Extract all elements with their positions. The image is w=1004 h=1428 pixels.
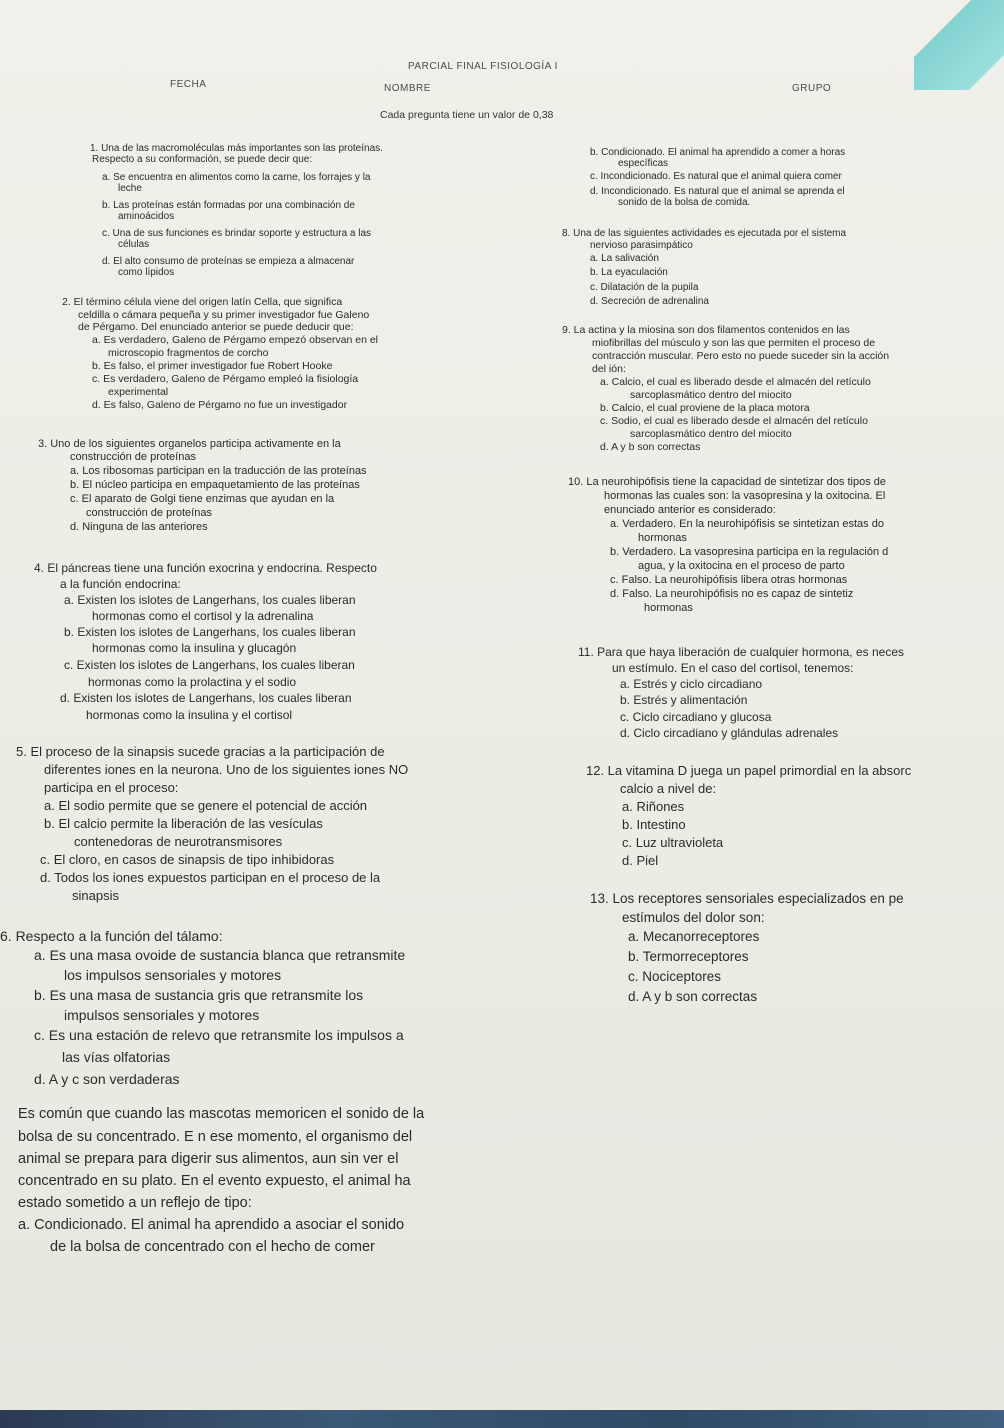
exam-text-line: a. Estrés y ciclo circadiano [620,677,763,691]
exam-text-line: c. Incondicionado. Es natural que el animal quiera comer [590,171,842,182]
exam-text-line: enunciado anterior es considerado: [604,504,776,516]
tape-corner [914,0,1004,90]
exam-text-line: las vías olfatorias [62,1049,171,1065]
exam-text-line: b. Intestino [622,817,686,832]
exam-text-line: hormonas las cuales son: la vasopresina y la oxitocina. El [604,490,886,502]
exam-text-line: c. Falso. La neurohipófisis libera otras hormonas [610,574,848,586]
exam-text-line: a. Los ribosomas participan en la traducción de las proteínas [70,465,367,477]
exam-text-line: 6. Respecto a la función del tálamo: [0,928,223,944]
exam-text-line: c. Una de sus funciones es brindar soporte y estructura a las [102,228,372,239]
exam-text-line: 11. Para que haya liberación de cualquier hormona, es neces [578,645,904,659]
exam-text-line: 12. La vitamina D juega un papel primordial en la absorc [586,763,912,778]
exam-text-line: 8. Una de las siguientes actividades es ejecutada por el sistema [562,228,847,239]
exam-text-line: b. Verdadero. La vasopresina participa en la regulación d [610,546,889,558]
exam-text-line: d. Incondicionado. Es natural que el animal se aprenda el [590,186,845,197]
exam-text-line: c. Ciclo circadiano y glucosa [620,710,772,724]
exam-text-line: 2. El término célula viene del origen latín Cella, que significa [62,296,343,308]
exam-text-line: específicas [618,158,669,169]
exam-text-line: a. Riñones [622,799,685,814]
exam-text-line: Respecto a su conformación, se puede decir que: [92,154,313,165]
exam-text-line: c. Es verdadero, Galeno de Pérgamo empleó la fisiología [92,373,359,385]
exam-text-line: d. A y b son correctas [600,441,701,453]
exam-text-line: hormonas como la prolactina y el sodio [88,675,297,689]
exam-text-line: d. A y b son correctas [628,989,758,1004]
exam-text-line: c. Es una estación de relevo que retransmite los impulsos a [34,1027,404,1043]
exam-text-line: a. La salivación [590,253,659,264]
exam-text-line: diferentes iones en la neurona. Uno de los siguientes iones NO [44,762,409,777]
exam-text-line: hormonas como la insulina y el cortisol [86,708,293,722]
exam-text-line: animal se prepara para digerir sus alimentos, aun sin ver el [18,1151,399,1167]
exam-text-line: estímulos del dolor son: [622,910,765,925]
exam-text-line: experimental [108,386,169,398]
exam-text-line: b. El calcio permite la liberación de las vesículas [44,816,323,831]
exam-text-line: a. Es una masa ovoide de sustancia blanca que retransmite [34,947,406,963]
exam-text-line: de Pérgamo. Del enunciado anterior se puede deducir que: [78,321,354,333]
exam-text-line: un estímulo. En el caso del cortisol, tenemos: [612,661,854,675]
exam-text-line: 1. Una de las macromoléculas más importantes son las proteínas. [90,143,383,154]
exam-title: PARCIAL FINAL FISIOLOGÍA I [408,61,558,72]
exam-text-line: a la función endocrina: [60,577,181,591]
exam-text-line: impulsos sensoriales y motores [64,1007,260,1023]
exam-text-line: del ión: [592,363,626,375]
exam-text-line: Es común que cuando las mascotas memoricen el sonido de la [18,1106,425,1122]
exam-text-line: d. Es falso, Galeno de Pérgamo no fue un investigador [92,399,348,411]
exam-text-line: a. Es verdadero, Galeno de Pérgamo empezó observan en el [92,334,379,346]
exam-instructions: Cada pregunta tiene un valor de 0,38 [380,109,554,121]
exam-text-line: b. Es una masa de sustancia gris que retransmite los [34,987,364,1003]
exam-text-line: 4. El páncreas tiene una función exocrina y endocrina. Respecto [34,561,377,575]
exam-text-line: d. Falso. La neurohipófisis no es capaz de sintetiz [610,588,854,600]
exam-text-line: bolsa de su concentrado. E n ese momento, el organismo del [18,1129,413,1145]
exam-text-line: b. La eyaculación [590,267,668,278]
exam-text-line: a. Calcio, el cual es liberado desde el almacén del retículo [600,376,871,388]
exam-text-line: 10. La neurohipófisis tiene la capacidad de sintetizar dos tipos de [568,476,886,488]
exam-text-line: b. Calcio, el cual proviene de la placa motora [600,402,810,414]
exam-text-line: a. El sodio permite que se genere el potencial de acción [44,798,368,813]
exam-text-line: sinapsis [72,888,119,903]
exam-text-line: sonido de la bolsa de comida. [618,197,751,208]
exam-text-line: c. El cloro, en casos de sinapsis de tipo inhibidoras [40,852,335,867]
exam-text-line: contenedoras de neurotransmisores [74,834,283,849]
exam-text-line: c. Existen los islotes de Langerhans, los cuales liberan [64,658,355,672]
exam-text-line: como lípidos [118,267,175,278]
exam-text-line: b. Existen los islotes de Langerhans, los cuales liberan [64,625,356,639]
exam-text-line: b. Las proteínas están formadas por una combinación de [102,200,355,211]
exam-text-line: d. A y c son verdaderas [34,1071,180,1087]
exam-text-line: b. Termorreceptores [628,949,749,964]
exam-text-line: c. Dilatación de la pupila [590,282,699,293]
exam-text-line: los impulsos sensoriales y motores [64,967,282,983]
exam-text-line: b. El núcleo participa en empaquetamiento de las proteínas [70,479,360,491]
exam-text-line: aminoácidos [118,211,175,222]
exam-text-line: células [118,239,150,250]
exam-text-line: c. El aparato de Golgi tiene enzimas que ayudan en la [70,493,335,505]
exam-text-line: 9. La actina y la miosina son dos filamentos contenidos en las [562,324,850,336]
background-strip [0,1410,1004,1428]
date-label: FECHA [170,79,207,90]
exam-text-line: hormonas como el cortisol y la adrenalina [92,609,314,623]
exam-text-line: agua, y la oxitocina en el proceso de parto [638,560,845,572]
exam-text-line: d. El alto consumo de proteínas se empieza a almacenar [102,256,355,267]
exam-text-line: b. Es falso, el primer investigador fue Robert Hooke [92,360,333,372]
exam-text-line: hormonas [644,602,693,614]
exam-text-line: miofibrillas del músculo y son las que permiten el proceso de [592,337,876,349]
exam-text-line: 3. Uno de los siguientes organelos participa activamente en la [38,438,341,450]
exam-text-line: d. Existen los islotes de Langerhans, los cuales liberan [60,691,352,705]
exam-text-line: nervioso parasimpático [590,240,693,251]
exam-text-line: hormonas [638,532,687,544]
exam-text-line: b. Condicionado. El animal ha aprendido a comer a horas [590,147,846,158]
exam-text-line: a. Condicionado. El animal ha aprendido a asociar el sonido [18,1217,405,1233]
exam-text-line: c. Luz ultravioleta [622,835,724,850]
exam-text-line: sarcoplasmático dentro del miocito [630,389,792,401]
exam-text-line: construcción de proteínas [86,507,212,519]
name-label: NOMBRE [384,83,431,94]
exam-text-line: calcio a nivel de: [620,781,717,796]
exam-text-line: de la bolsa de concentrado con el hecho de comer [50,1239,375,1255]
exam-text-line: construcción de proteínas [70,451,196,463]
exam-text-line: a. Existen los islotes de Langerhans, los cuales liberan [64,593,356,607]
exam-text-line: a. Verdadero. En la neurohipófisis se sintetizan estas do [610,518,884,530]
exam-text-line: d. Secreción de adrenalina [590,296,709,307]
exam-text-line: hormonas como la insulina y glucagón [92,641,297,655]
exam-text-line: c. Nociceptores [628,969,722,984]
exam-text-line: estado sometido a un reflejo de tipo: [18,1195,252,1211]
exam-text-line: d. Piel [622,853,659,868]
group-label: GRUPO [792,83,832,94]
exam-text-line: participa en el proceso: [44,780,179,795]
exam-text-line: d. Ninguna de las anteriores [70,521,208,533]
exam-text-line: 5. El proceso de la sinapsis sucede gracias a la participación de [16,744,385,759]
exam-text-line: a. Mecanorreceptores [628,929,760,944]
exam-text-line: 13. Los receptores sensoriales especializados en pe [590,891,904,906]
exam-text-line: leche [118,183,142,194]
exam-text-line: microscopio fragmentos de corcho [108,347,269,359]
exam-text-line: concentrado en su plato. En el evento expuesto, el animal ha [18,1173,411,1189]
exam-text-line: c. Sodio, el cual es liberado desde el almacén del retículo [600,415,868,427]
exam-text-line: contracción muscular. Pero esto no puede suceder sin la acción [592,350,890,362]
exam-text-line: b. Estrés y alimentación [620,693,748,707]
exam-text-line: celdilla o cámara pequeña y su primer investigador fue Galeno [78,309,370,321]
exam-text-line: a. Se encuentra en alimentos como la carne, los forrajes y la [102,172,371,183]
exam-text-line: d. Ciclo circadiano y glándulas adrenales [620,726,839,740]
exam-text-line: sarcoplasmático dentro del miocito [630,428,792,440]
exam-text-line: d. Todos los iones expuestos participan en el proceso de la [40,870,381,885]
